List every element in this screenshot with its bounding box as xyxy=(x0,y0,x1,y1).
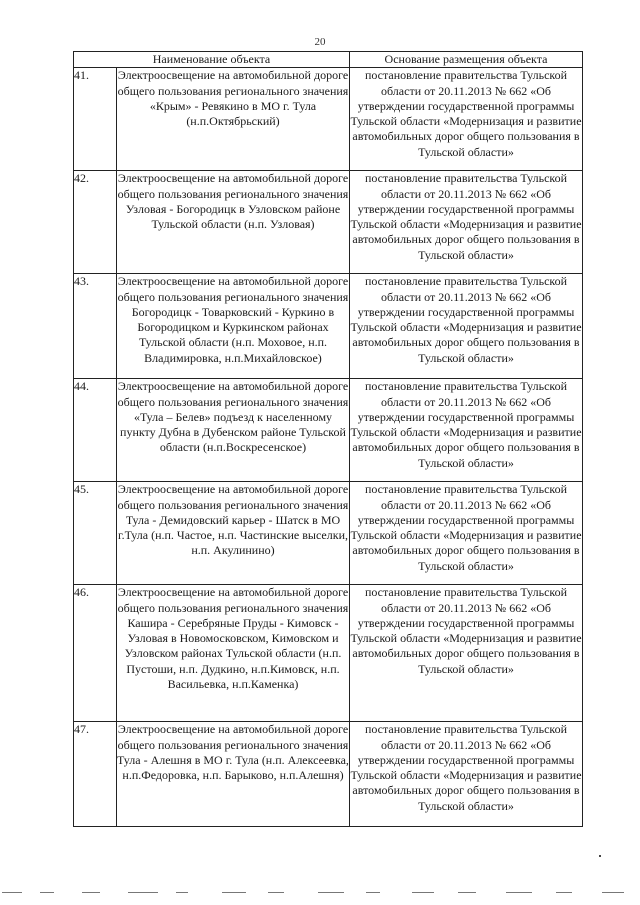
row-number: 47. xyxy=(74,722,117,827)
header-placement-basis: Основание размещения объекта xyxy=(350,52,583,68)
row-number: 43. xyxy=(74,274,117,379)
placement-basis-cell: постановление правительства Тульской области от 20.11.2013 № 662 «Об утверждении государственной программы Тульской области «Модернизация и развитие автомобильных дорог общего пользования в Тульской области» xyxy=(350,68,583,171)
scan-speck xyxy=(599,855,601,857)
placement-basis-cell: постановление правительства Тульской области от 20.11.2013 № 662 «Об утверждении государственной программы Тульской области «Модернизация и развитие автомобильных дорог общего пользования в Тульской области» xyxy=(350,171,583,274)
table-row xyxy=(74,379,583,482)
page-number: 20 xyxy=(314,36,326,48)
object-name-cell: Электроосвещение на автомобильной дороге общего пользования регионального значения Узловая - Богородицк в Узловском районе Тульской области (н.п. Узловая) xyxy=(117,171,350,274)
row-number: 44. xyxy=(74,379,117,482)
object-name-cell: Электроосвещение на автомобильной дороге общего пользования регионального значения Тула - Алешня в МО г. Тула (н.п. Алексеевка, н.п.Федоровка, н.п. Барыково, н.п.Алешня) xyxy=(117,722,350,827)
object-name-cell: Электроосвещение на автомобильной дороге общего пользования регионального значения Кашира - Серебряные Пруды - Кимовск - Узловая в Новомосковском, Кимовском и Узловском районах Тульской области (н.п. Пустоши, н.п. Дудкино, н.п.Кимовск, н.п. Васильевка, н.п.Каменка) xyxy=(117,585,350,722)
placement-basis-cell: постановление правительства Тульской области от 20.11.2013 № 662 «Об утверждении государственной программы Тульской области «Модернизация и развитие автомобильных дорог общего пользования в Тульской области» xyxy=(350,274,583,379)
placement-basis-cell: постановление правительства Тульской области от 20.11.2013 № 662 «Об утверждении государственной программы Тульской области «Модернизация и развитие автомобильных дорог общего пользования в Тульской области» xyxy=(350,379,583,482)
object-name-cell: Электроосвещение на автомобильной дороге общего пользования регионального значения Богородицк - Товарковский - Куркино в Богородицком и Куркинском районах Тульской области (н.п. Моховое, н.п. Владимировка, н.п.Михайловское) xyxy=(117,274,350,379)
object-name-cell: Электроосвещение на автомобильной дороге общего пользования регионального значения Тула - Демидовский карьер - Шатск в МО г.Тула (н.п. Частое, н.п. Частинские выселки, н.п. Акулинино) xyxy=(117,482,350,585)
header-object-name: Наименование объекта xyxy=(74,52,350,68)
table-header-row xyxy=(74,52,583,68)
table-row xyxy=(74,274,583,379)
row-number: 41. xyxy=(74,68,117,171)
row-number: 46. xyxy=(74,585,117,722)
row-number: 42. xyxy=(74,171,117,274)
table-row xyxy=(74,171,583,274)
row-number: 45. xyxy=(74,482,117,585)
placement-basis-cell: постановление правительства Тульской области от 20.11.2013 № 662 «Об утверждении государственной программы Тульской области «Модернизация и развитие автомобильных дорог общего пользования в Тульской области» xyxy=(350,585,583,722)
object-name-cell: Электроосвещение на автомобильной дороге общего пользования регионального значения «Тула – Белев» подъезд к населенному пункту Дубна в Дубенском районе Тульской области (н.п.Воскресенское) xyxy=(117,379,350,482)
table-row xyxy=(74,585,583,722)
table-row xyxy=(74,68,583,171)
placement-basis-cell: постановление правительства Тульской области от 20.11.2013 № 662 «Об утверждении государственной программы Тульской области «Модернизация и развитие автомобильных дорог общего пользования в Тульской области» xyxy=(350,482,583,585)
object-name-cell: Электроосвещение на автомобильной дороге общего пользования регионального значения «Крым» - Ревякино в МО г. Тула (н.п.Октябрьский) xyxy=(117,68,350,171)
objects-table xyxy=(73,51,583,827)
table-row xyxy=(74,722,583,827)
placement-basis-cell: постановление правительства Тульской области от 20.11.2013 № 662 «Об утверждении государственной программы Тульской области «Модернизация и развитие автомобильных дорог общего пользования в Тульской области» xyxy=(350,722,583,827)
table-row xyxy=(74,482,583,585)
scan-edge-marks xyxy=(0,892,640,896)
